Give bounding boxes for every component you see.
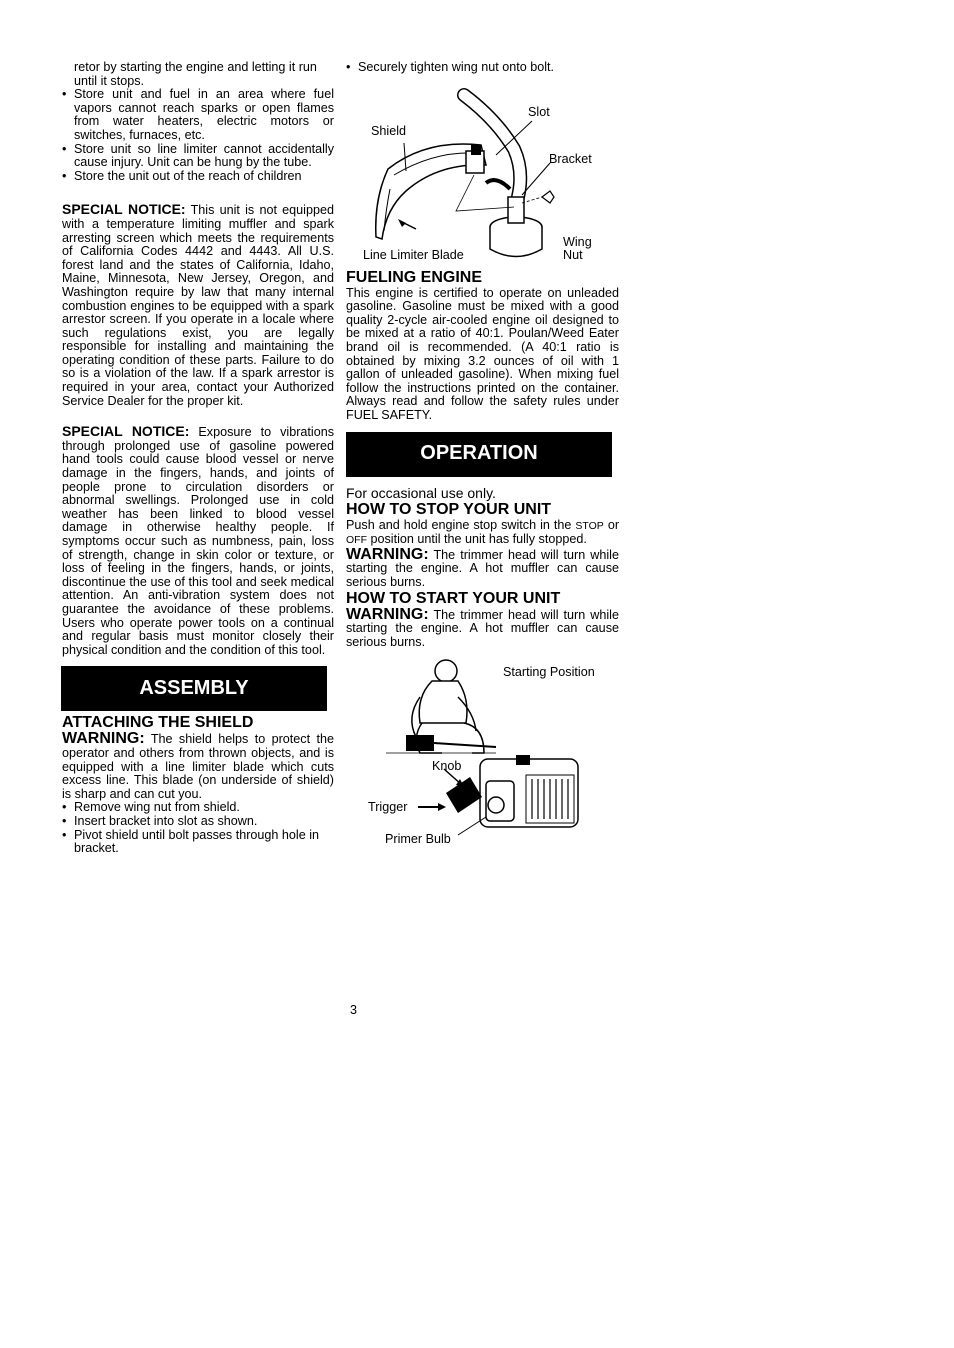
stop-text-end: position until the unit has fully stopped. (370, 532, 587, 547)
storage-list (62, 88, 334, 183)
warning-text: The trimmer head will turn while starting the engine. A hot muffler can cause serious burns. (346, 607, 619, 649)
off-word: OFF (346, 534, 367, 547)
warning-lead: WARNING: (346, 545, 429, 563)
shield-illustration (346, 79, 619, 259)
notice-lead: SPECIAL NOTICE: (62, 201, 186, 218)
special-notice-vibration (62, 425, 334, 657)
starting-position-figure (346, 657, 619, 857)
label-slot: Slot (528, 104, 550, 119)
fueling-engine-heading: FUELING ENGINE (346, 268, 483, 286)
label-starting-position: Starting Position (503, 665, 595, 680)
warning-text: The shield helps to protect the operator and others from thrown objects, and is equipped with a line limiter blade which cuts excess line. This blade (on underside of shield) is sharp and can cut you. (62, 732, 334, 801)
assembly-banner: ASSEMBLY (61, 666, 327, 711)
starting-illustration (346, 657, 619, 857)
notice-lead: SPECIAL NOTICE: (62, 423, 190, 440)
tighten-list (346, 61, 619, 75)
label-wing-nut-line1: Wing (563, 234, 592, 249)
shield-attachment-figure (346, 79, 619, 262)
fueling-text: This engine is certified to operate on unleaded gasoline. Gasoline must be mixed with a good quality 2-cycle air-cooled engine oil designed to be mixed at a ratio of 40:1. Poulan/Weed Eater brand oil is recommended. (A 40:1 ratio is obtained by mixing 3.2 ounces of oil with 1 gallon of unleaded gasoline). When mixing fuel follow the instructions printed on the container. Always read and follow the safety rules under FUEL SAFETY. (346, 285, 619, 422)
start-unit-heading: HOW TO START YOUR UNIT (346, 589, 561, 607)
list-item: • Store unit and fuel in an area where fuel vapors cannot reach sparks or open flames from water heaters, electric motors or switches, furnaces, etc. (62, 88, 334, 142)
stop-instructions (346, 519, 619, 548)
warning-lead: WARNING: (62, 730, 145, 748)
stop-word: STOP (575, 519, 604, 532)
left-column (62, 61, 334, 856)
stop-unit-heading: HOW TO STOP YOUR UNIT (346, 500, 552, 518)
occasional-use-text: For occasional use only. (346, 484, 496, 501)
label-bracket: Bracket (549, 151, 592, 166)
stop-warning (346, 545, 619, 590)
label-wing-nut-line2: Nut (563, 247, 583, 262)
list-item: • Pivot shield until bolt passes through hole in bracket. (62, 829, 334, 856)
right-column (346, 61, 619, 857)
warning-lead: WARNING: (346, 605, 429, 623)
list-item: • Insert bracket into slot as shown. (62, 815, 334, 829)
stop-text-or: or (607, 517, 620, 532)
label-wing-nut (563, 236, 592, 262)
label-knob: Knob (432, 759, 462, 774)
notice-text: Exposure to vibrations through prolonged use of gasoline powered hand tools could cause blood vessel or nerve damage in the fingers, hands, and joints of people prone to circulation disorders or abnormal swellings. Prolonged use in cold weather has been linked to blood vessel damage in otherwise healthy people. If symptoms occur such as numbness, pain, loss of strength, change in skin color or texture, or loss of feeling in the fingers, hands, or joints, discontinue the use of this tool and seek medical attention. An anti-vibration system does not guarantee the avoidance of these problems. Users who operate power tools on a continual and regular basis must monitor closely their physical condition and the condition of this tool. (62, 425, 335, 657)
stop-text: Push and hold engine stop switch in the (346, 517, 572, 532)
list-item: • Remove wing nut from shield. (62, 801, 334, 815)
attaching-warning (62, 732, 334, 801)
label-shield: Shield (371, 123, 407, 138)
label-primer-bulb: Primer Bulb (385, 832, 451, 847)
label-line-limiter-blade: Line Limiter Blade (363, 247, 464, 262)
start-warning (346, 605, 619, 650)
continued-text: retor by starting the engine and letting it run until it stops. (74, 60, 317, 88)
warning-text: The trimmer head will turn while starting the engine. A hot muffler can cause serious burns. (346, 547, 619, 589)
list-item: • Store the unit out of the reach of children (62, 170, 334, 184)
operation-banner: OPERATION (346, 432, 612, 477)
special-notice-spark-arrestor (62, 203, 334, 408)
page-number: 3 (350, 1003, 358, 1017)
attaching-shield-heading: ATTACHING THE SHIELD (62, 714, 254, 732)
label-trigger: Trigger (368, 800, 408, 815)
attaching-steps-list (62, 801, 334, 855)
list-item: • Store unit so line limiter cannot accidentally cause injury. Unit can be hung by the tube. (62, 143, 334, 170)
list-item: • Securely tighten wing nut onto bolt. (346, 61, 619, 75)
notice-text: This unit is not equipped with a temperature limiting muffler and spark arresting screen which meets the requirements of California Codes 4442 and 4443. All U.S. forest land and the states of California, Idaho, Maine, Minnesota, New Jersey, Oregon, and Washington require by law that many internal combustion engines to be equipped with a spark arrestor screen. If you operate in a locale where such regulations exist, you are legally responsible for installing and maintaining the operating condition of these parts. Failure to do so is a violation of the law. If a spark arrestor is required in your area, contact your Authorized Service Dealer for the proper kit. (62, 203, 334, 408)
